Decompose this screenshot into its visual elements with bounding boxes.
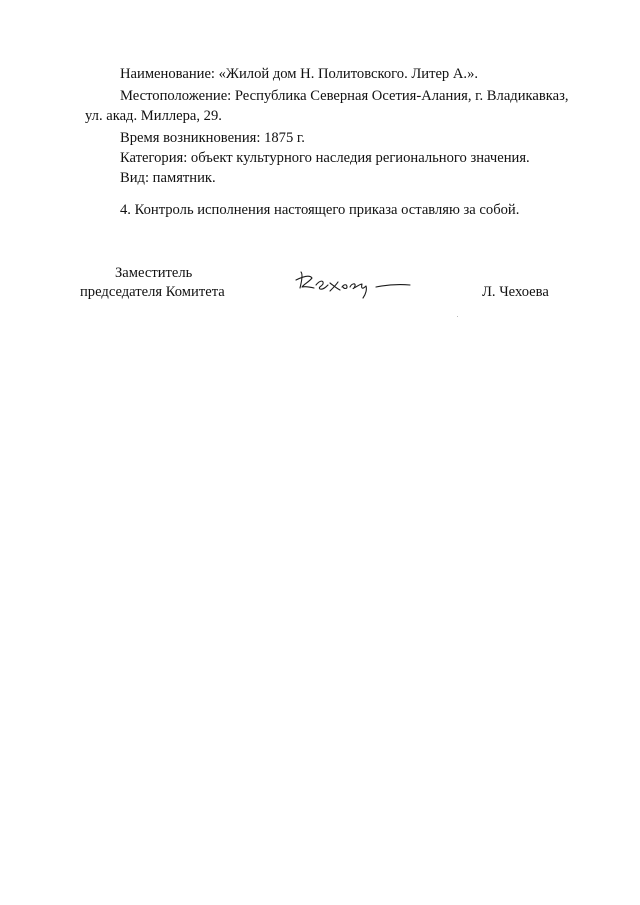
item-name-line: Наименование: «Жилой дом Н. Политовского. Литер А.». [120, 66, 479, 82]
item-category-line: Категория: объект культурного наследия регионального значения. [120, 150, 530, 166]
scan-speck [457, 316, 458, 317]
item-address-line: ул. акад. Миллера, 29. [85, 108, 222, 124]
signer-position-line-2: председателя Комитета [80, 284, 225, 300]
signer-name: Л. Чехоева [482, 284, 549, 300]
item-type-line: Вид: памятник. [120, 170, 216, 186]
control-clause-line: 4. Контроль исполнения настоящего приказа оставляю за собой. [120, 202, 520, 218]
handwritten-signature-icon [290, 266, 420, 302]
signer-position-line-1: Заместитель [115, 265, 193, 281]
item-location-line: Местоположение: Республика Северная Осетия-Алания, г. Владикавказ, [120, 88, 569, 104]
item-date-line: Время возникновения: 1875 г. [120, 130, 305, 146]
